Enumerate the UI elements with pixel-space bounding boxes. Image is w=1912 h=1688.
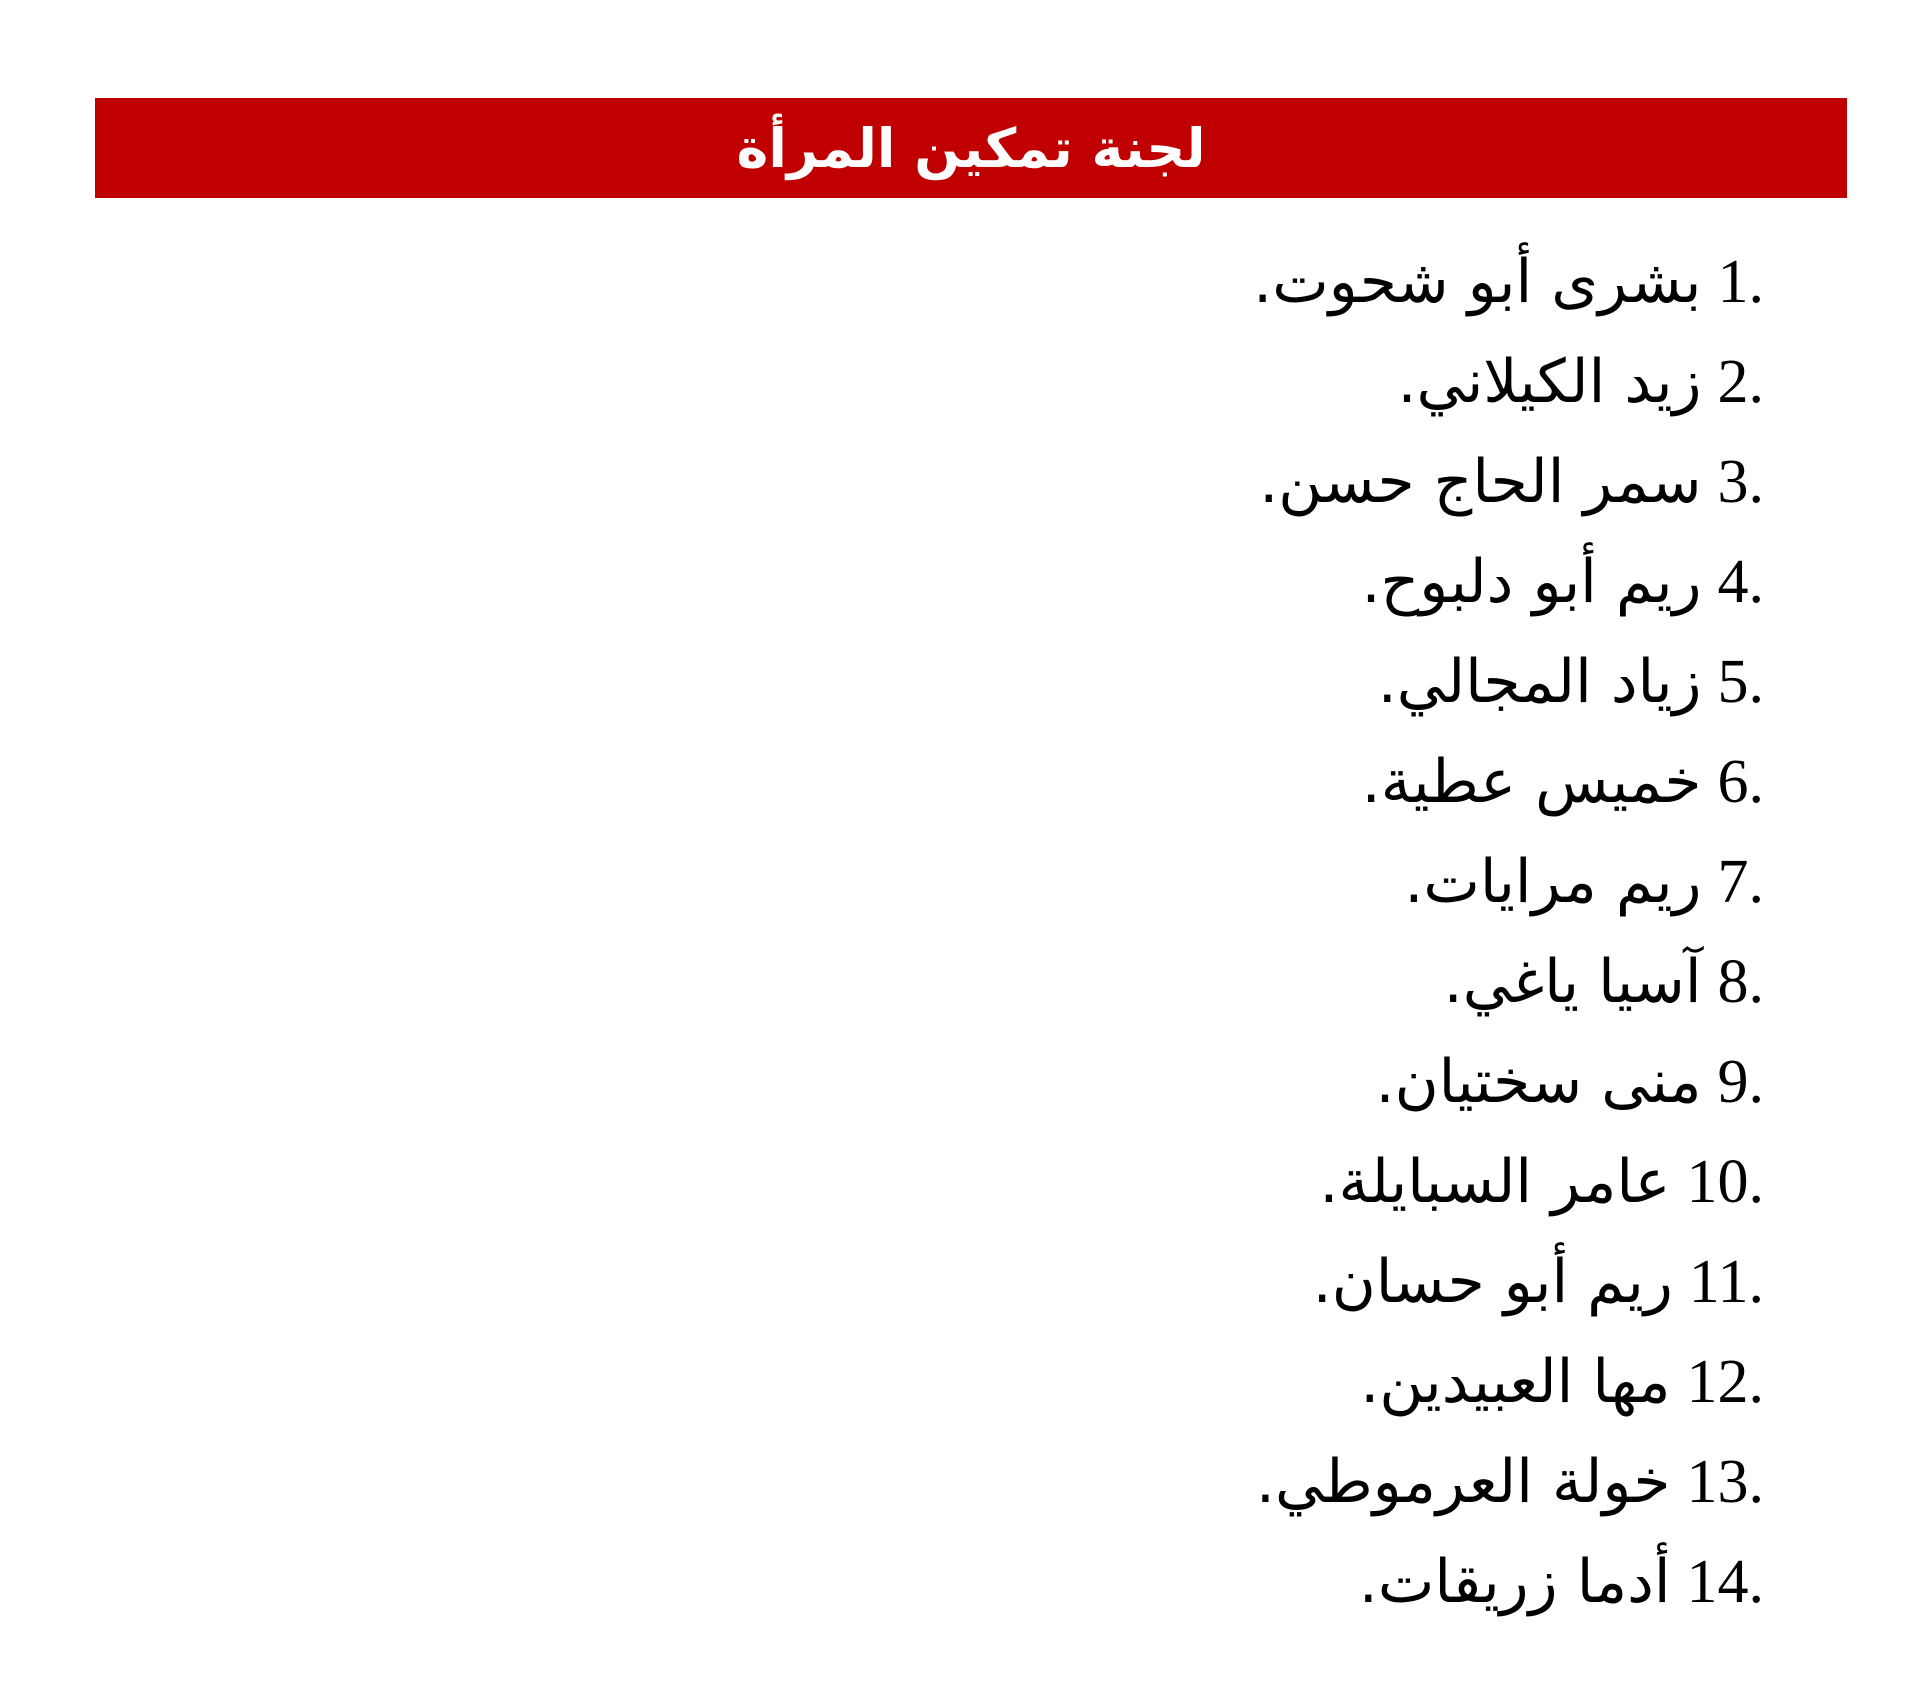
list-item-name: مها العبيدين.	[1360, 1347, 1671, 1417]
list-item-number: 13.	[1686, 1447, 1764, 1516]
list-item-number: 3.	[1717, 447, 1764, 516]
list-item	[1253, 832, 1764, 932]
list-item-number: 6.	[1717, 747, 1764, 816]
list-item	[1253, 932, 1764, 1032]
title-bar	[95, 98, 1847, 198]
list-item-number: 5.	[1717, 647, 1764, 716]
list-item	[1253, 1332, 1764, 1432]
list-item-name: خميس عطية.	[1361, 747, 1702, 817]
list-item	[1253, 1232, 1764, 1332]
list-item-number: 1.	[1717, 247, 1764, 316]
member-list	[1253, 232, 1764, 1632]
list-item-number: 9.	[1717, 1047, 1764, 1116]
list-item-number: 12.	[1686, 1347, 1764, 1416]
list-item-name: ريم مرايات.	[1404, 847, 1702, 917]
list-item-name: آسيا ياغي.	[1443, 947, 1702, 1017]
list-item-number: 8.	[1717, 947, 1764, 1016]
list-item-name: زيد الكيلاني.	[1397, 347, 1702, 417]
list-item-name: زياد المجالي.	[1377, 647, 1702, 717]
list-item	[1253, 532, 1764, 632]
list-item-name: بشرى أبو شحوت.	[1253, 247, 1702, 317]
list-item-number: 11.	[1688, 1247, 1764, 1316]
list-item-name: خولة العرموطي.	[1255, 1447, 1671, 1517]
list-item-name: ريم أبو دلبوح.	[1361, 547, 1702, 617]
list-item	[1253, 332, 1764, 432]
list-item	[1253, 632, 1764, 732]
list-item-number: 10.	[1686, 1147, 1764, 1216]
list-item	[1253, 432, 1764, 532]
list-item-number: 7.	[1717, 847, 1764, 916]
list-item	[1253, 1132, 1764, 1232]
list-item-name: عامر السبايلة.	[1319, 1147, 1671, 1217]
list-item	[1253, 1432, 1764, 1532]
list-item	[1253, 1032, 1764, 1132]
list-item-name: ريم أبو حسان.	[1312, 1247, 1673, 1317]
list-item-number: 14.	[1686, 1547, 1764, 1616]
list-item	[1253, 732, 1764, 832]
list-item-name: أدما زريقات.	[1358, 1547, 1671, 1617]
list-item-number: 2.	[1717, 347, 1764, 416]
list-item	[1253, 1532, 1764, 1632]
list-item	[1253, 232, 1764, 332]
list-item-name: منى سختيان.	[1375, 1047, 1702, 1117]
page-title: لجنة تمكين المرأة	[736, 116, 1206, 180]
list-item-name: سمر الحاج حسن.	[1259, 447, 1702, 517]
list-item-number: 4.	[1717, 547, 1764, 616]
